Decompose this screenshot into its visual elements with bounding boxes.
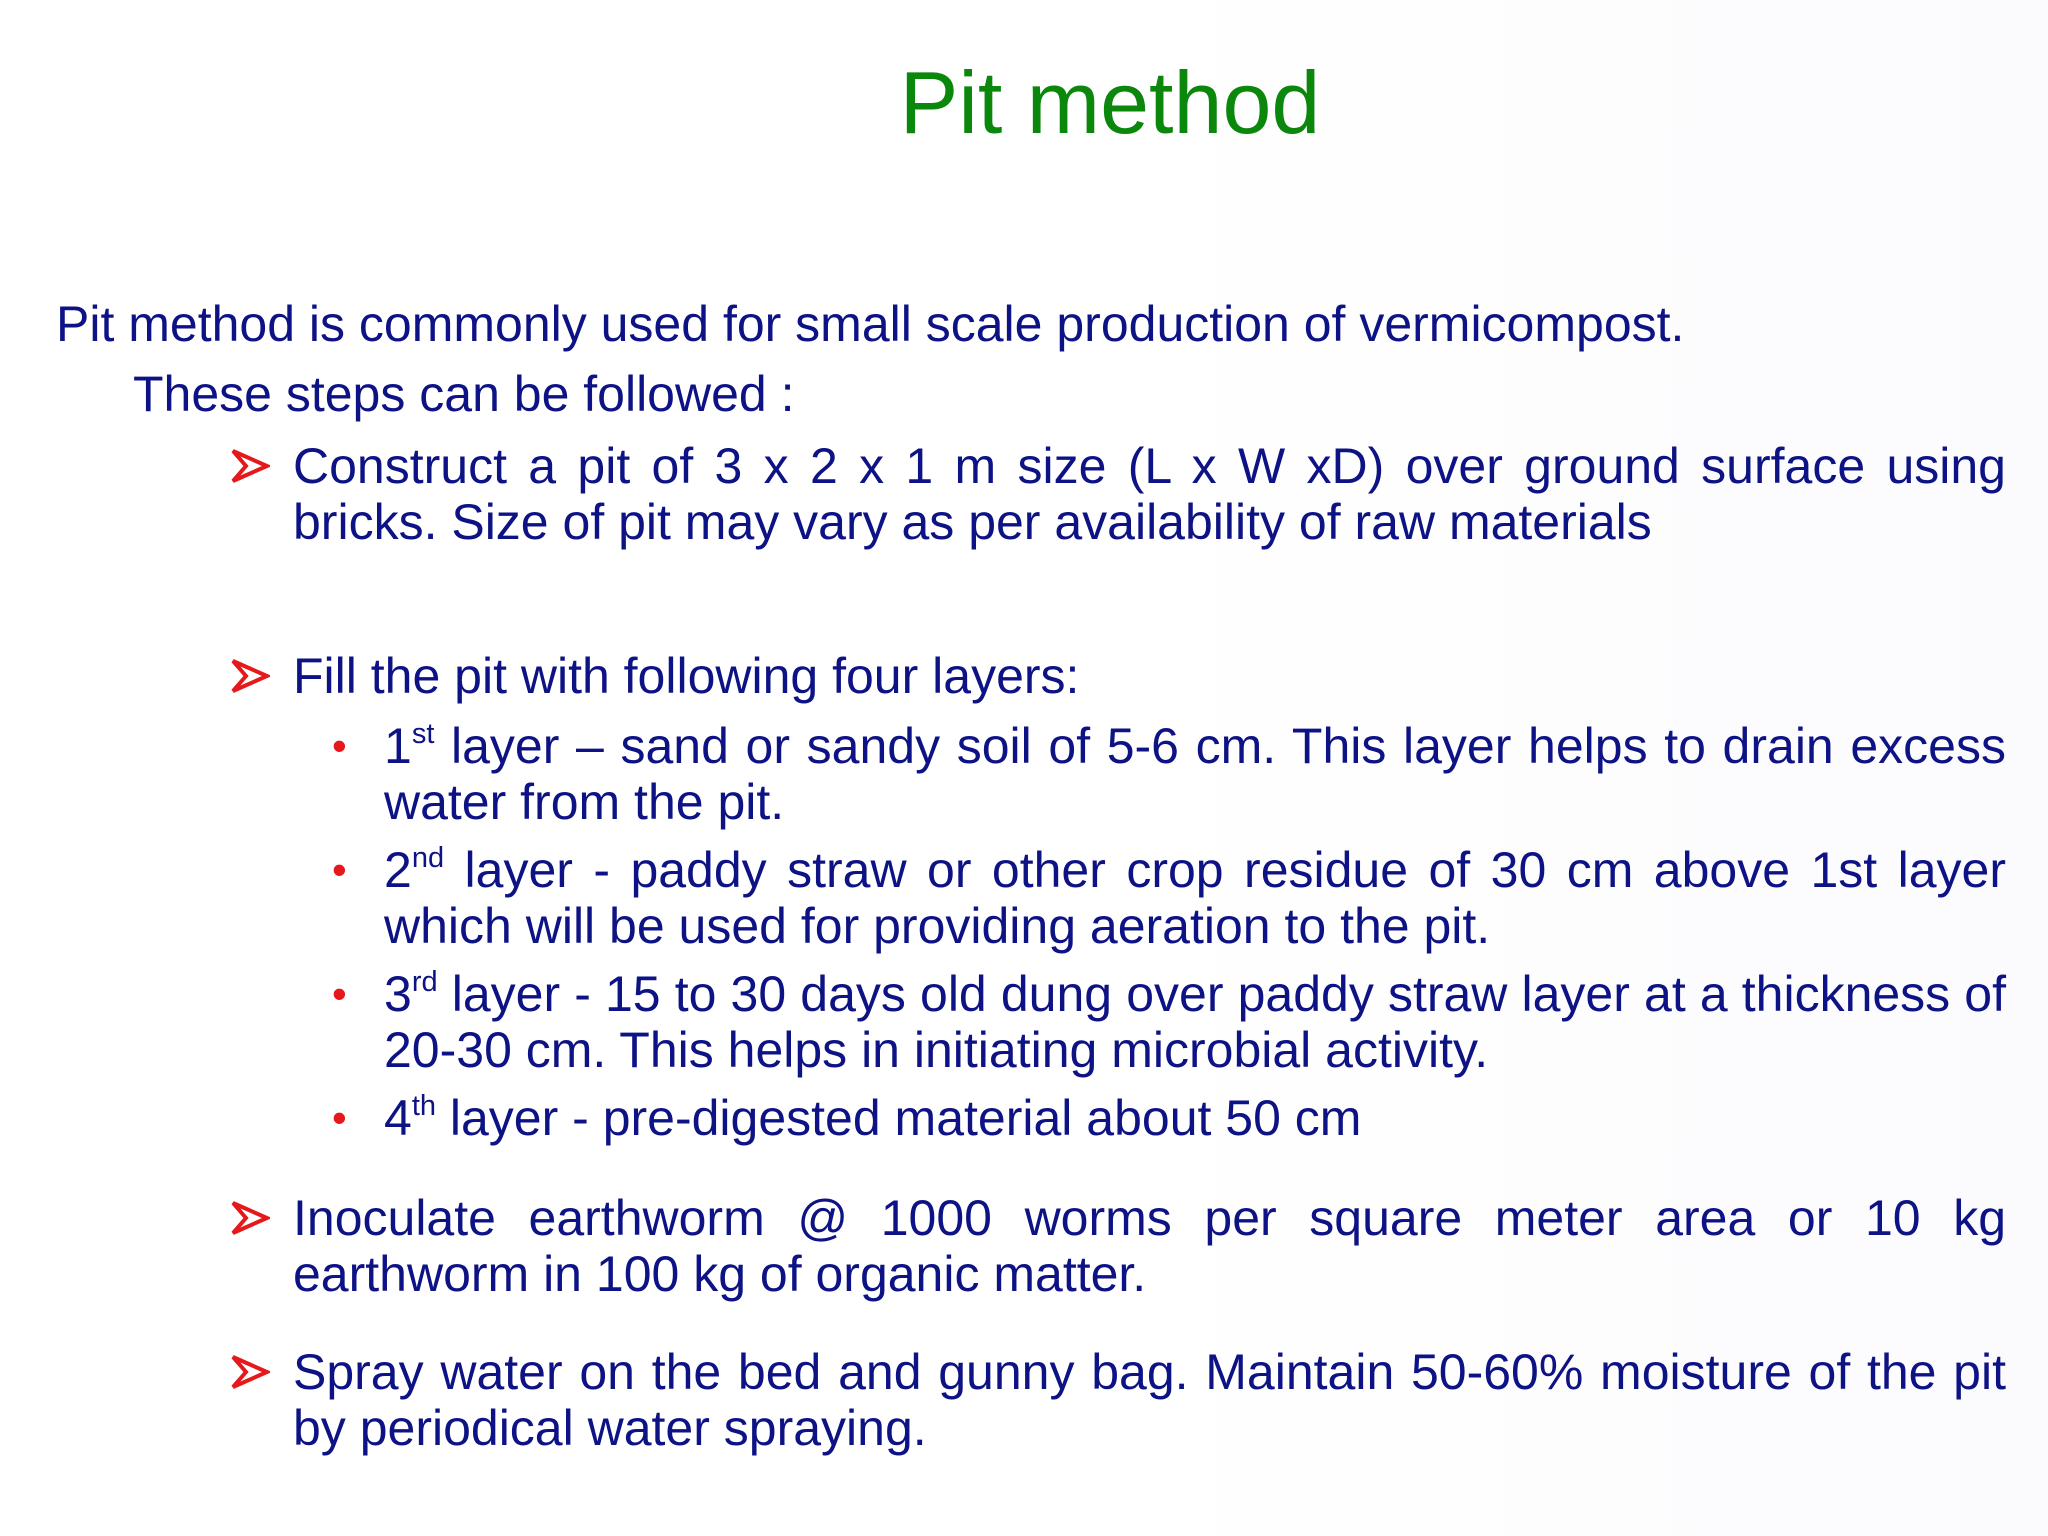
dot-bullet-icon: •: [332, 846, 347, 893]
layer-number: 3: [384, 966, 412, 1022]
layer-text: layer - 15 to 30 days old dung over paddy straw layer at a thickness of 20-30 cm. This helps in initiating microbial activity.: [384, 966, 2006, 1078]
arrow-bullet-icon: [230, 648, 278, 704]
layer-item: [332, 842, 2006, 954]
layer-ordinal: rd: [411, 966, 438, 998]
arrow-bullet-icon: [230, 1344, 278, 1400]
step-item: [230, 438, 2006, 550]
dot-bullet-icon: •: [332, 1094, 347, 1141]
step-text: Spray water on the bed and gunny bag. Maintain 50-60% moisture of the pit by periodical water spraying.: [293, 1344, 2006, 1456]
step-item: [230, 648, 2006, 704]
layer-item: [332, 1090, 2006, 1146]
step-item: [230, 1190, 2006, 1302]
dot-bullet-icon: •: [332, 722, 347, 769]
intro-subtext: These steps can be followed :: [133, 366, 795, 422]
arrow-bullet-icon: [230, 438, 278, 494]
step-text: Inoculate earthworm @ 1000 worms per square meter area or 10 kg earthworm in 100 kg of organic matter.: [293, 1190, 2006, 1302]
arrow-bullet-icon: [230, 1190, 278, 1246]
dot-bullet-icon: •: [332, 970, 347, 1017]
layer-ordinal: th: [411, 1090, 436, 1122]
layer-number: 2: [384, 842, 412, 898]
layer-text: layer – sand or sandy soil of 5-6 cm. This layer helps to drain excess water from the pit.: [384, 718, 2006, 830]
layer-text: layer - paddy straw or other crop residue of 30 cm above 1st layer which will be used for providing aeration to the pit.: [384, 842, 2006, 954]
layer-ordinal: st: [411, 718, 435, 750]
layer-number: 4: [384, 1090, 412, 1146]
step-text: Fill the pit with following four layers:: [293, 648, 1080, 704]
step-text: Construct a pit of 3 x 2 x 1 m size (L x W xD) over ground surface using bricks. Size of pit may vary as per availability of raw materials: [293, 438, 2006, 550]
layer-ordinal: nd: [411, 842, 445, 874]
layer-item: [332, 718, 2006, 830]
intro-text: Pit method is commonly used for small scale production of vermicompost.: [56, 296, 1685, 352]
page-title: Pit method: [899, 53, 1321, 152]
step-item: [230, 1344, 2006, 1456]
layer-item: [332, 966, 2006, 1078]
layer-text: layer - pre-digested material about 50 cm: [436, 1090, 1362, 1146]
layer-number: 1: [384, 718, 412, 774]
